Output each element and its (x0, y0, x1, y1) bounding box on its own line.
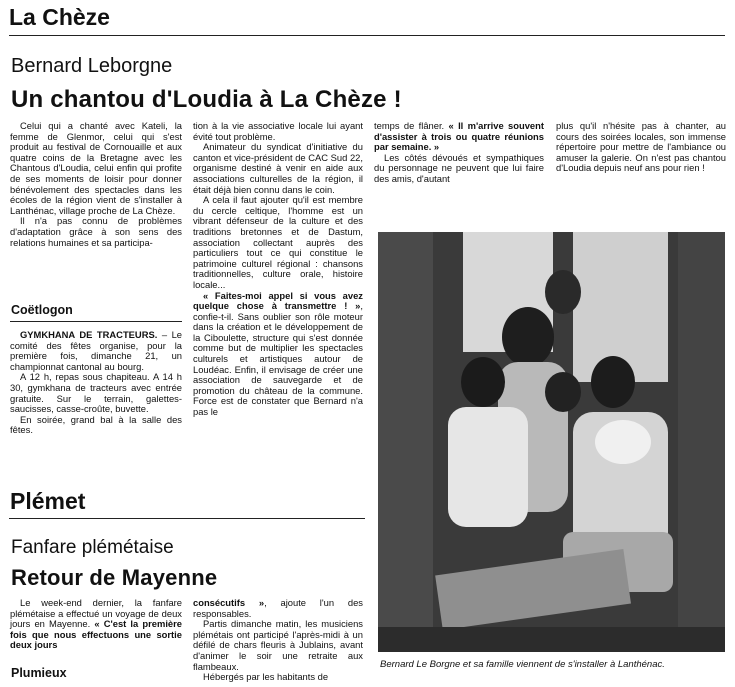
article-column-2 (193, 121, 363, 418)
quote: « Faites-moi appel si vous avez quelque chose à transmettre ! » (193, 289, 363, 312)
section-rule (9, 518, 365, 519)
paragraph: Il n'a pas connu de problèmes d'adaptation grâce à son sens des relations humaines et sa participa- (10, 215, 182, 248)
paragraph: En soirée, grand bal à la salle des fêtes. (10, 413, 182, 436)
paragraph: A cela il faut ajouter qu'il est membre du cercle celtique, l'homme est un vibrant défenseur de la culture et des traditions bretonnes et de Dastum, association collectant auprès des particuliers tout ce qui constitue le patrimoine culturel régional : chansons traditionnelles, culture orale, histoire locale... (193, 194, 363, 290)
byline: Bernard Leborgne (11, 55, 173, 77)
article-column-1 (10, 121, 182, 248)
paragraph (10, 598, 182, 651)
quote: « Il m'arrive souvent d'assister à trois ou quatre réunions par semaine. » (374, 120, 544, 153)
byline: Fanfare plémétaise (11, 537, 174, 558)
subsection-rule (10, 321, 182, 322)
paragraph (193, 598, 363, 619)
plemet-column-2 (193, 598, 363, 683)
article-column-3 (374, 121, 544, 185)
coetlogon-article (10, 330, 182, 436)
section-title-la-cheze: La Chèze (9, 4, 110, 30)
quote: « C'est la première fois que nous effectuons une sortie deux jours (10, 618, 182, 651)
paragraph: Les côtés dévoués et sympathiques du personnage ne peuvent que lui faire des amis, d'autant (374, 151, 544, 184)
paragraph: Animateur du syndicat d'initiative du canton et vice-président de CAC Sud 22, organisme destiné à venir en aide aux associations culturelles de la région, il était déjà bien connu dans le coin. (193, 141, 363, 195)
article-column-4 (556, 121, 726, 174)
paragraph: Partis dimanche matin, les musiciens plémétais ont participé l'après-midi à un défilé de chars fleuris à Jublains, avant d'animer le soir une retraite aux flambeaux. (193, 618, 363, 672)
photo-caption: Bernard Le Borgne et sa famille viennent de s'installer à Lanthénac. (380, 659, 665, 670)
paragraph: A 12 h, repas sous chapiteau. A 14 h 30, gymkhana de tracteurs avec entrée gratuite. Sur le terrain, galettes-saucisses, casse-croûte, buvette. (10, 371, 182, 415)
text: temps de flâner. (374, 120, 445, 131)
paragraph (374, 121, 544, 153)
text: Le week-end dernier, la fanfare plémétaise a effectué un voyage de deux jours en Mayenne. (10, 597, 182, 630)
family-photo-image (378, 232, 725, 652)
section-title-coetlogon: Coëtlogon (11, 303, 73, 317)
paragraph: Celui qui a chanté avec Kateli, la femme de Glenmor, celui qui s'est produit au festival de Cornouaille et aux quatre coins de la Bretagne avec les Chantous d'Loudia, celui enfin qui profite de ses moments de loisir pour donner bénévolement des spectacles dans les écoles de la région vient de s'installer à Lanthénac, village proche de La Chèze. (10, 120, 182, 216)
text: , ajoute l'un des responsables. (193, 597, 363, 619)
text: – Le comité des fêtes organise, pour la première fois, dimanche 21, un championnat cantonal au bourg. (10, 329, 182, 372)
paragraph: plus qu'il n'hésite pas à chanter, au cours des soirées locales, son immense répertoire pour mettre de l'ambiance ou amuser la galerie. On n'est pas chantou d'Loudia depuis neuf ans pour rien ! (556, 120, 726, 174)
paragraph (193, 291, 363, 418)
plemet-column-1 (10, 598, 182, 651)
section-rule (9, 35, 725, 36)
text: , confie-t-il. Sans oublier son rôle moteur dans la création et le développement de la Ciboulette, structure qui s'est donnée comme but de multiplier les spectacles culturels et artistiques autour de Loudéac. Enfin, il envisage de créer une association de sauvegarde et de promotion du château de la commune. Force est de constater que Bernard n'a pas le (193, 300, 363, 418)
paragraph: tion à la vie associative locale lui ayant évité tout problème. (193, 120, 363, 142)
quote: consécutifs » (193, 597, 265, 608)
lead-bold: GYMKHANA DE TRACTEURS. (20, 329, 158, 340)
headline: Un chantou d'Loudia à La Chèze ! (11, 86, 402, 113)
paragraph (10, 330, 182, 372)
paragraph: Hébergés par les habitants de (203, 671, 329, 683)
section-title-plemet: Plémet (10, 488, 86, 514)
family-photo (378, 232, 725, 652)
headline: Retour de Mayenne (11, 565, 218, 590)
section-title-plumieux: Plumieux (11, 666, 67, 680)
